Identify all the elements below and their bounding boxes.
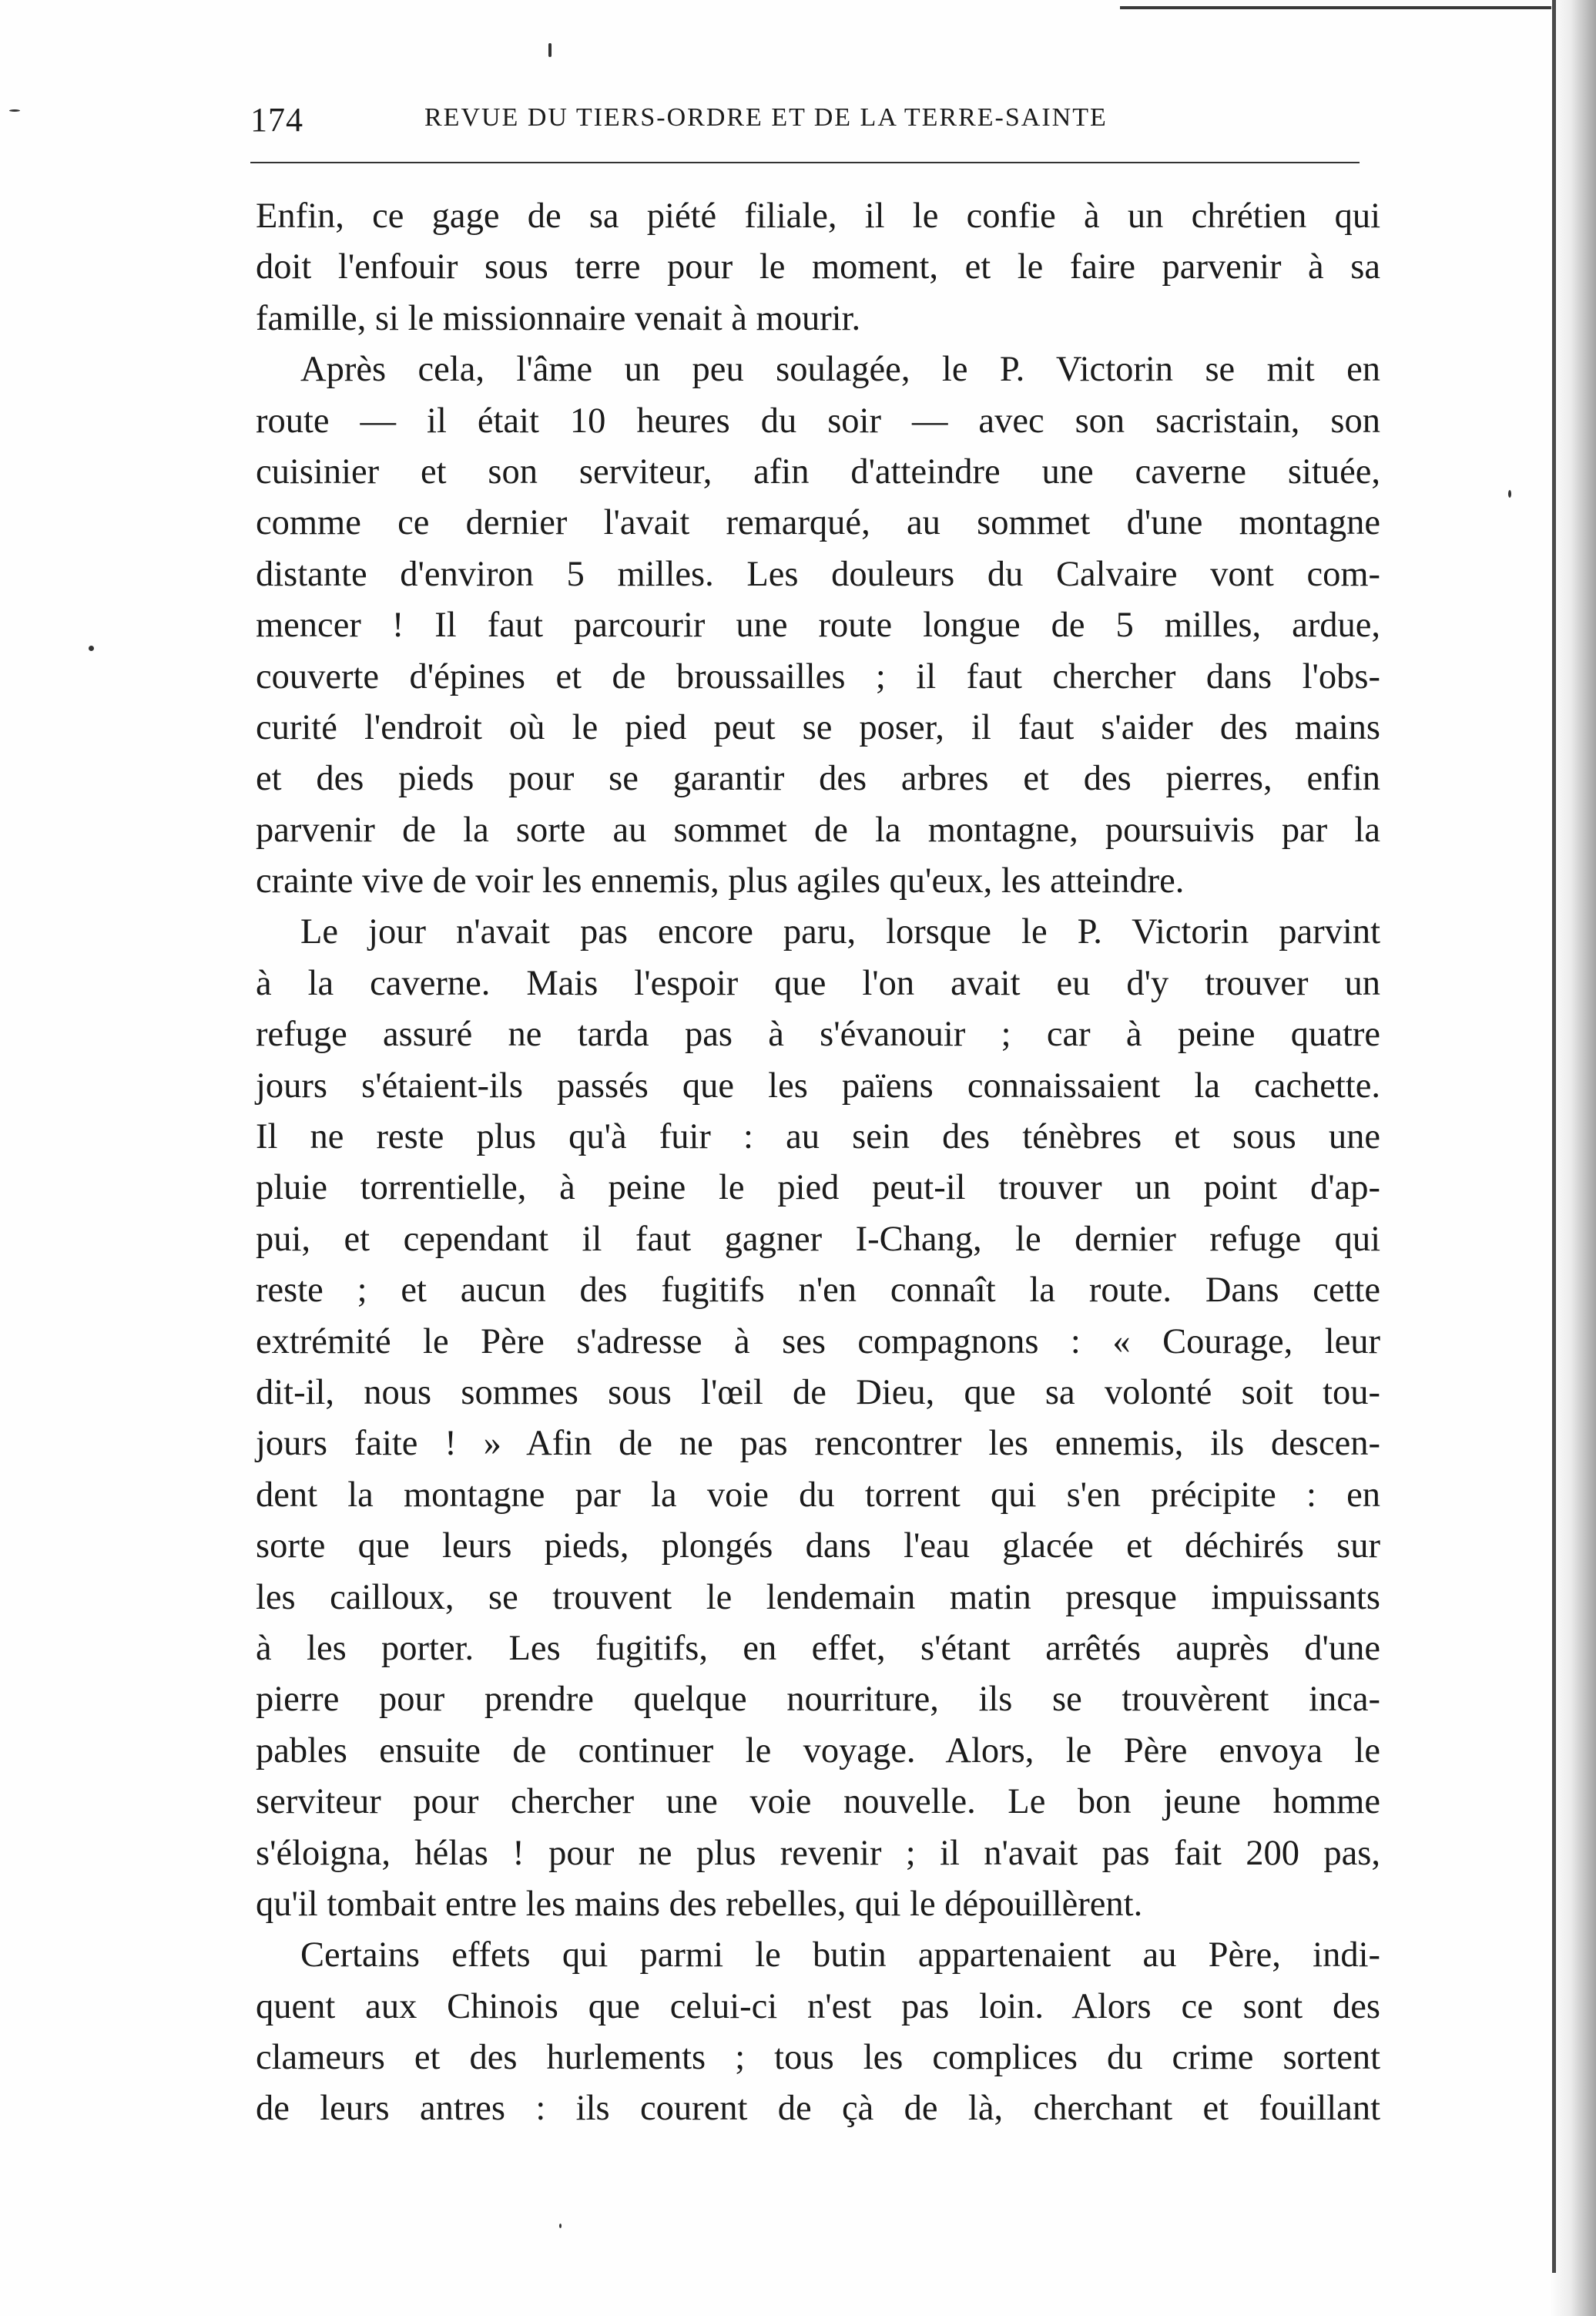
scan-speck: [1508, 490, 1511, 498]
text-line: distante d'environ 5 milles. Les douleurs du Calvaire vont com-: [256, 554, 1380, 594]
running-header: [250, 100, 1360, 146]
text-line: clameurs et des hurlements ; tous les complices du crime sortent: [256, 2038, 1380, 2078]
text-line: Certains effets qui parmi le butin appartenaient au Père, indi-: [300, 1935, 1380, 1975]
text-line: parvenir de la sorte au sommet de la montagne, poursuivis par la: [256, 810, 1380, 850]
text-line: pables ensuite de continuer le voyage. Alors, le Père envoya le: [256, 1730, 1380, 1771]
paragraph: [256, 907, 1380, 1930]
text-line: sorte que leurs pieds, plongés dans l'eau glacée et déchirés sur: [256, 1526, 1380, 1566]
text-line: quent aux Chinois que celui-ci n'est pas loin. Alors ce sont des: [256, 1986, 1380, 2026]
text-line: pierre pour prendre quelque nourriture, ils se trouvèrent inca-: [256, 1680, 1380, 1720]
binding-edge-line: [1552, 0, 1556, 2273]
text-line: s'éloigna, hélas ! pour ne plus revenir ; il n'avait pas fait 200 pas,: [256, 1833, 1380, 1873]
text-line: jours s'étaient-ils passés que les païens connaissaient la cachette.: [256, 1066, 1380, 1106]
text-line: les cailloux, se trouvent le lendemain matin presque impuissants: [256, 1577, 1380, 1617]
scan-speck: [548, 43, 552, 57]
text-line: pui, et cependant il faut gagner I-Chang, le dernier refuge qui: [256, 1219, 1380, 1259]
text-line: comme ce dernier l'avait remarqué, au sommet d'une montagne: [256, 503, 1380, 543]
text-line: famille, si le missionnaire venait à mourir.: [256, 298, 861, 338]
text-line: doit l'enfouir sous terre pour le moment, et le faire parvenir à sa: [256, 247, 1380, 287]
paragraph: [256, 344, 1380, 907]
page-number: 174: [250, 101, 303, 139]
scan-speck: [9, 109, 20, 112]
text-line: dit-il, nous sommes sous l'œil de Dieu, que sa volonté soit tou-: [256, 1372, 1380, 1412]
text-line: Il ne reste plus qu'à fuir : au sein des ténèbres et sous une: [256, 1117, 1380, 1157]
text-line: dent la montagne par la voie du torrent qui s'en précipite : en: [256, 1475, 1380, 1515]
text-line: route — il était 10 heures du soir — avec son sacristain, son: [256, 401, 1380, 441]
text-line: Enfin, ce gage de sa piété filiale, il le confie à un chrétien qui: [256, 196, 1380, 236]
header-rule: [250, 162, 1360, 163]
page-edge-shadow: [1550, 0, 1596, 2316]
text-line: de leurs antres : ils courent de çà de là, cherchant et fouillant: [256, 2089, 1380, 2129]
text-line: mencer ! Il faut parcourir une route longue de 5 milles, ardue,: [256, 606, 1380, 646]
text-line: serviteur pour chercher une voie nouvelle. Le bon jeune homme: [256, 1782, 1380, 1822]
text-line: couverte d'épines et de broussailles ; il faut chercher dans l'obs-: [256, 656, 1380, 696]
scan-speck: [559, 2224, 562, 2228]
body-text: [256, 191, 1380, 2135]
running-title: REVUE DU TIERS-ORDRE ET DE LA TERRE-SAINTE: [424, 103, 1108, 132]
scan-top-rule: [1120, 6, 1551, 9]
scan-speck: [89, 646, 94, 651]
text-line: et des pieds pour se garantir des arbres et des pierres, enfin: [256, 759, 1380, 799]
paragraph: [256, 1930, 1380, 2135]
text-line: à les porter. Les fugitifs, en effet, s'étant arrêtés auprès d'une: [256, 1628, 1380, 1668]
text-line: extrémité le Père s'adresse à ses compagnons : « Courage, leur: [256, 1321, 1380, 1361]
text-line: Après cela, l'âme un peu soulagée, le P. Victorin se mit en: [300, 350, 1380, 390]
text-line: crainte vive de voir les ennemis, plus agiles qu'eux, les atteindre.: [256, 861, 1185, 901]
text-line: reste ; et aucun des fugitifs n'en connaît la route. Dans cette: [256, 1270, 1380, 1311]
text-line: curité l'endroit où le pied peut se poser, il faut s'aider des mains: [256, 707, 1380, 747]
text-line: à la caverne. Mais l'espoir que l'on avait eu d'y trouver un: [256, 963, 1380, 1003]
text-line: pluie torrentielle, à peine le pied peut-il trouver un point d'ap-: [256, 1168, 1380, 1208]
text-line: Le jour n'avait pas encore paru, lorsque le P. Victorin parvint: [300, 912, 1380, 952]
text-line: cuisinier et son serviteur, afin d'atteindre une caverne située,: [256, 451, 1380, 492]
paragraph: [256, 191, 1380, 344]
text-line: qu'il tombait entre les mains des rebelles, qui le dépouillèrent.: [256, 1884, 1143, 1924]
text-line: refuge assuré ne tarda pas à s'évanouir ; car à peine quatre: [256, 1015, 1380, 1055]
text-line: jours faite ! » Afin de ne pas rencontrer les ennemis, ils descen-: [256, 1424, 1380, 1464]
